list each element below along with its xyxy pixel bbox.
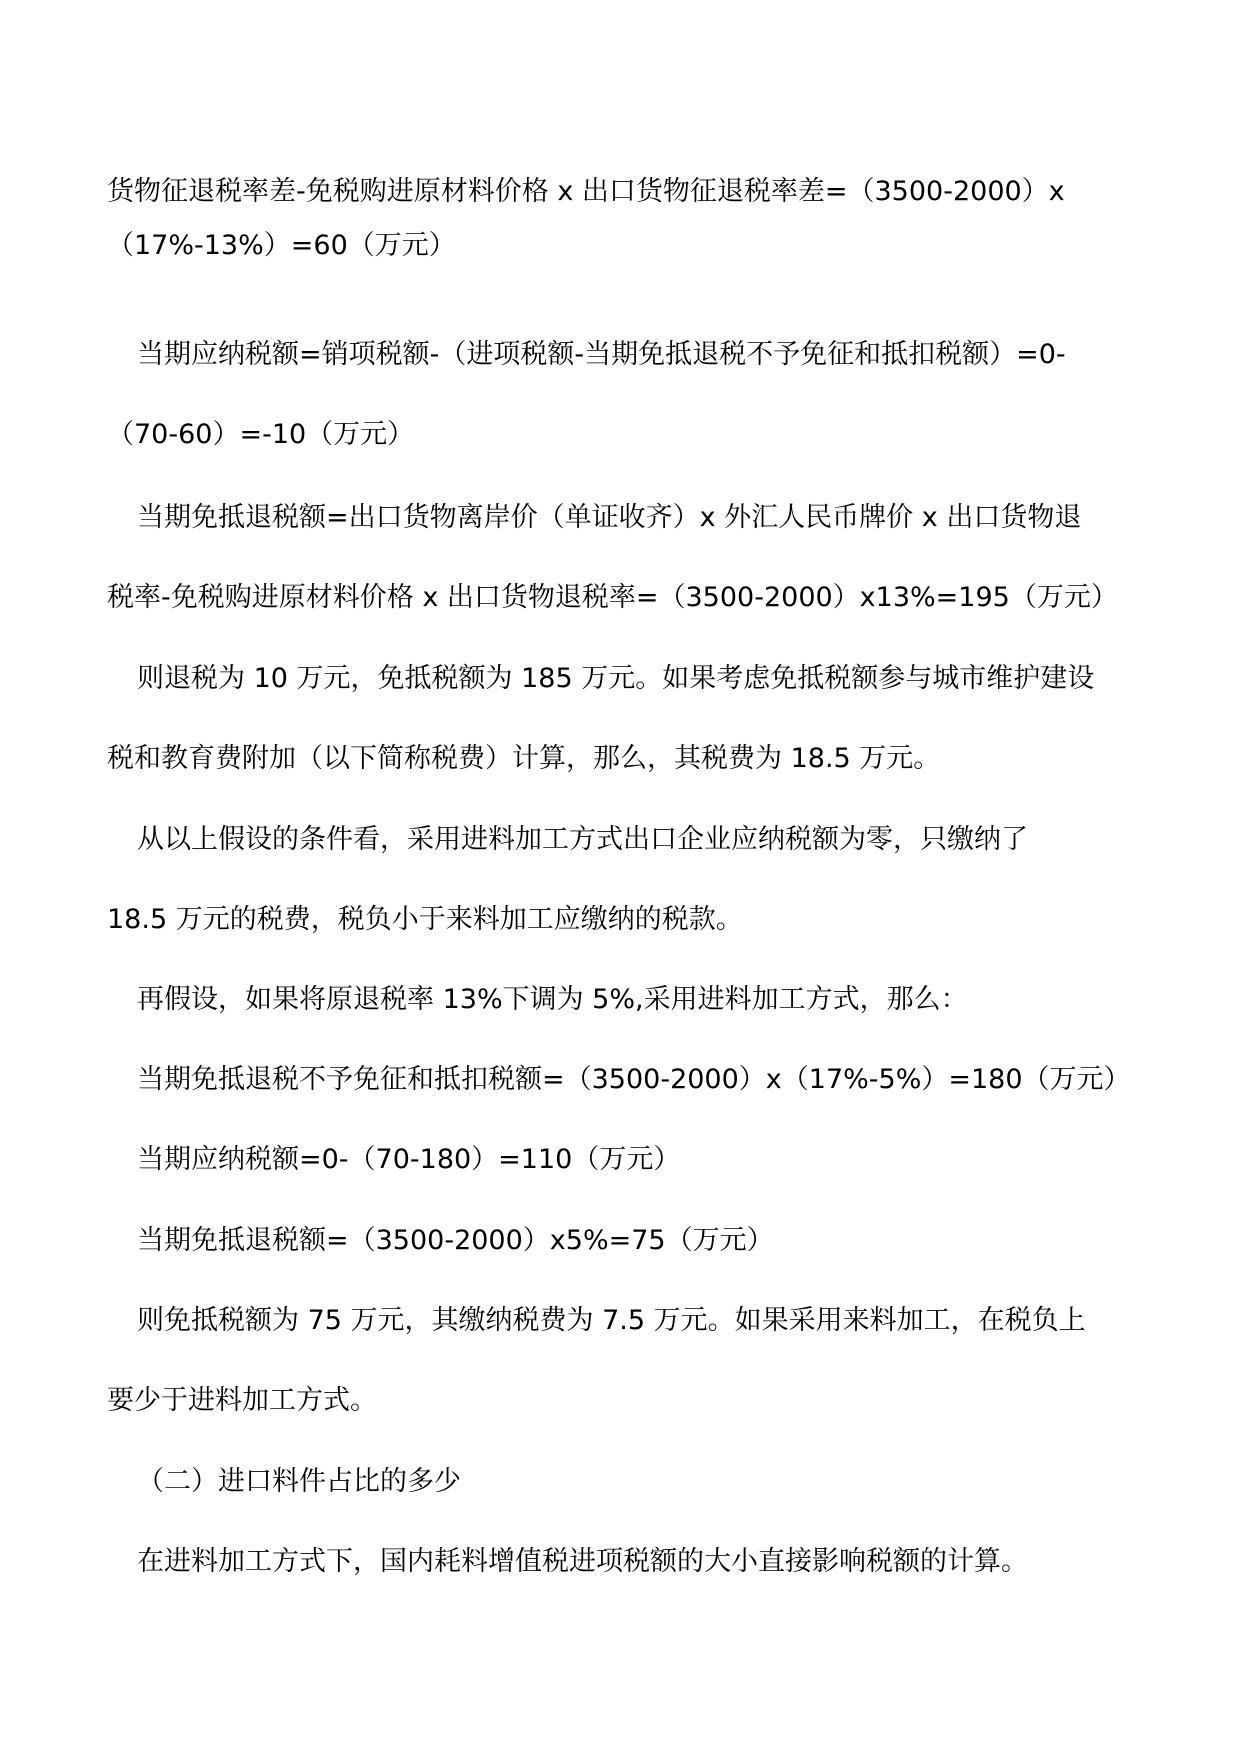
paragraph-line-9: 从以上假设的条件看，采用进料加工方式出口企业应纳税额为零，只缴纳了 xyxy=(137,824,1028,855)
paragraph-line-2: （17%-13%）=60（万元） xyxy=(107,230,456,261)
paragraph-line-18: 在进料加工方式下，国内耗料增值税进项税额的大小直接影响税额的计算。 xyxy=(137,1546,1028,1577)
paragraph-line-10: 18.5 万元的税费，税负小于来料加工应缴纳的税款。 xyxy=(107,904,743,935)
paragraph-line-1: 货物征退税率差-免税购进原材料价格 x 出口货物征退税率差=（3500-2000）x xyxy=(107,176,1065,207)
paragraph-line-8: 税和教育费附加（以下简称税费）计算，那么，其税费为 18.5 万元。 xyxy=(107,743,941,774)
paragraph-line-11: 再假设，如果将原退税率 13%下调为 5%,采用进料加工方式，那么： xyxy=(137,984,968,1015)
paragraph-line-16: 要少于进料加工方式。 xyxy=(107,1385,377,1416)
paragraph-line-7: 则退税为 10 万元，免抵税额为 185 万元。如果考虑免抵税额参与城市维护建设 xyxy=(137,663,1095,694)
paragraph-line-15: 则免抵税额为 75 万元，其缴纳税费为 7.5 万元。如果采用来料加工，在税负上 xyxy=(137,1305,1086,1336)
section-heading: （二）进口料件占比的多少 xyxy=(137,1466,461,1497)
paragraph-line-3: 当期应纳税额=销项税额-（进项税额-当期免抵退税不予免征和抵扣税额）=0- xyxy=(137,339,1066,370)
paragraph-line-5: 当期免抵退税额=出口货物离岸价（单证收齐）x 外汇人民币牌价 x 出口货物退 xyxy=(137,502,1082,533)
paragraph-line-14: 当期免抵退税额=（3500-2000）x5%=75（万元） xyxy=(137,1225,774,1256)
paragraph-line-12: 当期免抵退税不予免征和抵扣税额=（3500-2000）x（17%-5%）=180（万元） xyxy=(137,1064,1131,1095)
paragraph-line-4: （70-60）=-10（万元） xyxy=(107,419,415,450)
paragraph-line-6: 税率-免税购进原材料价格 x 出口货物退税率=（3500-2000）x13%=195（万元） xyxy=(107,582,1118,613)
paragraph-line-13: 当期应纳税额=0-（70-180）=110（万元） xyxy=(137,1144,681,1175)
